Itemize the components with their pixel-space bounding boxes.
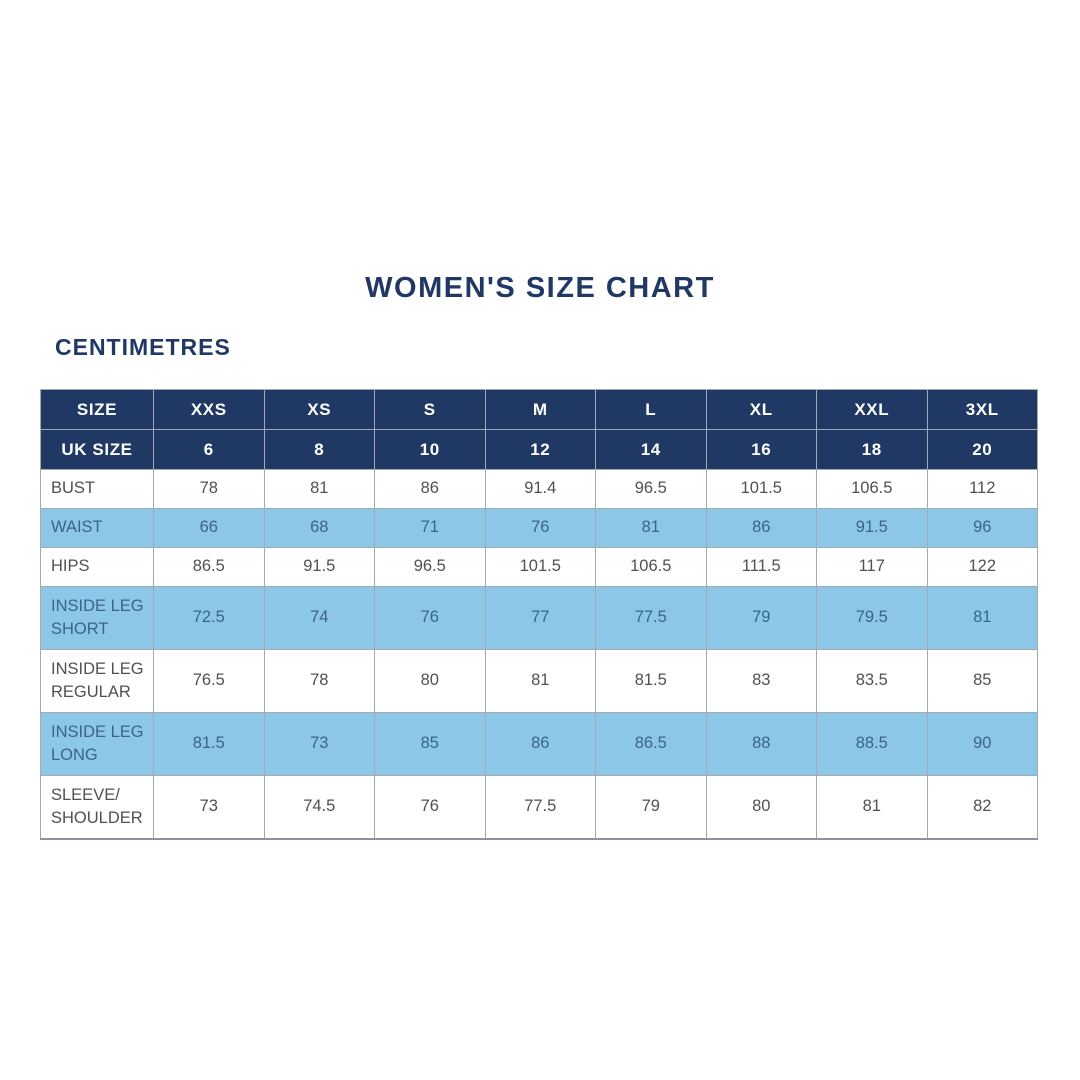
- value-cell: 81: [485, 650, 596, 713]
- value-cell: 78: [264, 650, 375, 713]
- value-cell: 86.5: [596, 713, 707, 776]
- value-cell: 77: [485, 587, 596, 650]
- value-cell: 106.5: [596, 548, 707, 587]
- value-cell: 77.5: [485, 776, 596, 840]
- row-label-cell: INSIDE LEG SHORT: [41, 587, 154, 650]
- table-header: [41, 390, 1038, 470]
- value-cell: 81: [927, 587, 1038, 650]
- row-label-cell: INSIDE LEG LONG: [41, 713, 154, 776]
- table-row-inside-leg-long: [41, 713, 1038, 776]
- table-row-hips: [41, 548, 1038, 587]
- value-cell: 106.5: [817, 470, 928, 509]
- value-cell: 79: [706, 587, 817, 650]
- table-row-inside-leg-short: [41, 587, 1038, 650]
- col-header-cell: XXL: [817, 390, 928, 430]
- value-cell: 68: [264, 509, 375, 548]
- uk-size-value-cell: 18: [817, 430, 928, 470]
- value-cell: 83: [706, 650, 817, 713]
- value-cell: 76: [375, 587, 486, 650]
- value-cell: 90: [927, 713, 1038, 776]
- value-cell: 71: [375, 509, 486, 548]
- value-cell: 91.4: [485, 470, 596, 509]
- value-cell: 81.5: [154, 713, 265, 776]
- value-cell: 86: [706, 509, 817, 548]
- value-cell: 101.5: [706, 470, 817, 509]
- value-cell: 82: [927, 776, 1038, 840]
- uk-size-value-cell: 10: [375, 430, 486, 470]
- value-cell: 76: [375, 776, 486, 840]
- value-cell: 77.5: [596, 587, 707, 650]
- value-cell: 122: [927, 548, 1038, 587]
- value-cell: 111.5: [706, 548, 817, 587]
- col-header-cell: M: [485, 390, 596, 430]
- uk-size-value-cell: 20: [927, 430, 1038, 470]
- value-cell: 76.5: [154, 650, 265, 713]
- value-cell: 86.5: [154, 548, 265, 587]
- value-cell: 81: [596, 509, 707, 548]
- table-row-waist: [41, 509, 1038, 548]
- value-cell: 86: [485, 713, 596, 776]
- page-title: WOMEN'S SIZE CHART: [365, 272, 715, 304]
- table-row-bust: [41, 470, 1038, 509]
- value-cell: 86: [375, 470, 486, 509]
- value-cell: 96: [927, 509, 1038, 548]
- table-row-sleeve-shoulder: [41, 776, 1038, 840]
- row-label-cell: BUST: [41, 470, 154, 509]
- value-cell: 85: [927, 650, 1038, 713]
- uk-size-value-cell: 14: [596, 430, 707, 470]
- value-cell: 85: [375, 713, 486, 776]
- col-header-cell: L: [596, 390, 707, 430]
- uk-size-value-cell: 12: [485, 430, 596, 470]
- uk-size-value-cell: 8: [264, 430, 375, 470]
- col-header-cell: S: [375, 390, 486, 430]
- value-cell: 81: [264, 470, 375, 509]
- row-label-cell: WAIST: [41, 509, 154, 548]
- table-row-inside-leg-regular: [41, 650, 1038, 713]
- col-header-cell: XXS: [154, 390, 265, 430]
- value-cell: 96.5: [596, 470, 707, 509]
- col-header-cell: XS: [264, 390, 375, 430]
- value-cell: 74.5: [264, 776, 375, 840]
- size-header-cell: SIZE: [41, 390, 154, 430]
- value-cell: 101.5: [485, 548, 596, 587]
- value-cell: 79: [596, 776, 707, 840]
- row-label-cell: SLEEVE/ SHOULDER: [41, 776, 154, 840]
- uk-size-header-cell: UK SIZE: [41, 430, 154, 470]
- uk-size-value-cell: 6: [154, 430, 265, 470]
- value-cell: 88: [706, 713, 817, 776]
- value-cell: 66: [154, 509, 265, 548]
- value-cell: 96.5: [375, 548, 486, 587]
- value-cell: 80: [375, 650, 486, 713]
- size-header-row: [41, 390, 1038, 430]
- value-cell: 91.5: [817, 509, 928, 548]
- row-label-cell: HIPS: [41, 548, 154, 587]
- col-header-cell: XL: [706, 390, 817, 430]
- uk-size-value-cell: 16: [706, 430, 817, 470]
- value-cell: 78: [154, 470, 265, 509]
- value-cell: 81.5: [596, 650, 707, 713]
- uk-size-header-row: [41, 430, 1038, 470]
- unit-label: CENTIMETRES: [55, 334, 231, 360]
- value-cell: 74: [264, 587, 375, 650]
- value-cell: 112: [927, 470, 1038, 509]
- value-cell: 73: [264, 713, 375, 776]
- value-cell: 91.5: [264, 548, 375, 587]
- value-cell: 83.5: [817, 650, 928, 713]
- value-cell: 117: [817, 548, 928, 587]
- value-cell: 80: [706, 776, 817, 840]
- row-label-cell: INSIDE LEG REGULAR: [41, 650, 154, 713]
- table-body: [41, 470, 1038, 840]
- value-cell: 88.5: [817, 713, 928, 776]
- value-cell: 79.5: [817, 587, 928, 650]
- value-cell: 73: [154, 776, 265, 840]
- value-cell: 76: [485, 509, 596, 548]
- value-cell: 81: [817, 776, 928, 840]
- size-chart-table: [40, 389, 1038, 840]
- col-header-cell: 3XL: [927, 390, 1038, 430]
- value-cell: 72.5: [154, 587, 265, 650]
